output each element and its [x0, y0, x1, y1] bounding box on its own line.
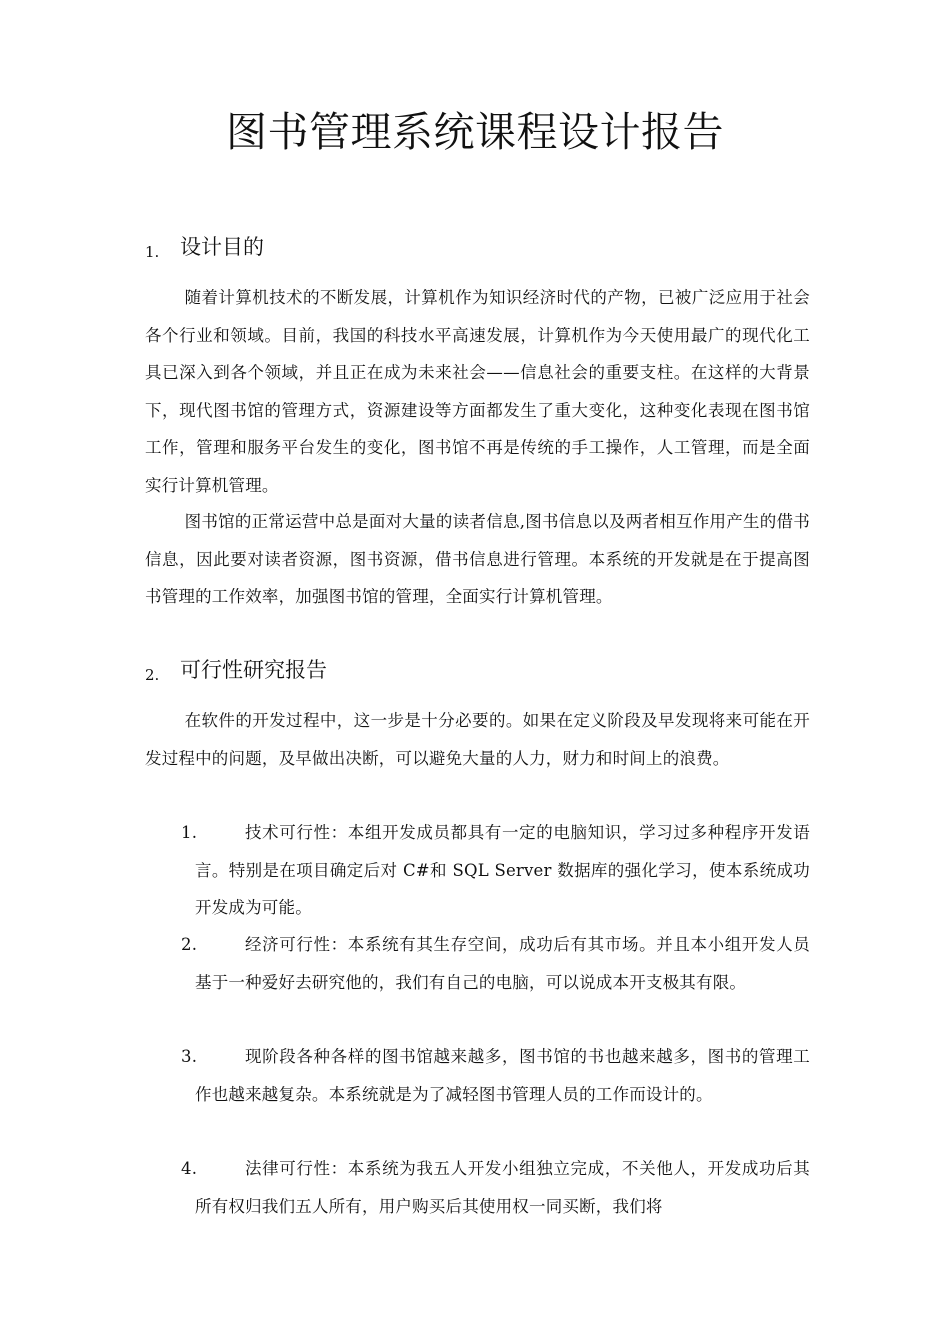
section-title: 设计目的	[180, 235, 264, 259]
paragraph: 在软件的开发过程中，这一步是十分必要的。如果在定义阶段及早发现将来可能在开发过程中的问题，及早做出决断，可以避免大量的人力，财力和时间上的浪费。	[145, 711, 810, 768]
section-number: 1.	[145, 243, 160, 261]
section-title: 可行性研究报告	[180, 658, 327, 682]
section-number: 2.	[145, 666, 160, 684]
list-item-number: 2.	[181, 935, 198, 954]
list-item-text: 法律可行性：本系统为我五人开发小组独立完成，不关他人，开发成功后其所有权归我们五人所有，用户购买后其使用权一同买断，我们将	[195, 1159, 810, 1216]
section-heading-design-purpose	[145, 232, 815, 266]
paragraph: 随着计算机技术的不断发展，计算机作为知识经济时代的产物，已被广泛应用于社会各个行业和领域。目前，我国的科技水平高速发展，计算机作为今天使用最广的现代化工具已深入到各个领域，并且正在成为未来社会——信息社会的重要支柱。在这样的大背景下，现代图书馆的管理方式，资源建设等方面都发生了重大变化，这种变化表现在图书馆工作，管理和服务平台发生的变化，图书馆不再是传统的手工操作，人工管理，而是全面实行计算机管理。	[145, 288, 810, 495]
list-item-economic-feasibility	[181, 926, 810, 1001]
list-item-legal-feasibility	[181, 1150, 810, 1225]
list-item-current-situation	[181, 1038, 810, 1113]
list-item-text: 现阶段各种各样的图书馆越来越多，图书馆的书也越来越多，图书的管理工作也越来越复杂。本系统就是为了减轻图书管理人员的工作而设计的。	[195, 1047, 810, 1104]
list-item-number: 4.	[181, 1159, 198, 1178]
list-item-technical-feasibility	[181, 814, 810, 927]
paragraph: 图书馆的正常运营中总是面对大量的读者信息,图书信息以及两者相互作用产生的借书信息，因此要对读者资源，图书资源，借书信息进行管理。本系统的开发就是在于提高图书管理的工作效率，加强图书馆的管理，全面实行计算机管理。	[145, 512, 810, 606]
list-item-text: 技术可行性：本组开发成员都具有一定的电脑知识，学习过多种程序开发语言。特别是在项目确定后对 C#和 SQL Server 数据库的强化学习，使本系统成功开发成为可能。	[195, 823, 810, 917]
section-heading-feasibility-report	[145, 655, 815, 689]
list-item-number: 1.	[181, 823, 198, 842]
list-item-number: 3.	[181, 1047, 198, 1066]
list-item-text: 经济可行性：本系统有其生存空间，成功后有其市场。并且本小组开发人员基于一种爱好去研究他的，我们有自己的电脑，可以说成本开支极其有限。	[195, 935, 810, 992]
document-title: 图书管理系统课程设计报告	[226, 108, 724, 156]
